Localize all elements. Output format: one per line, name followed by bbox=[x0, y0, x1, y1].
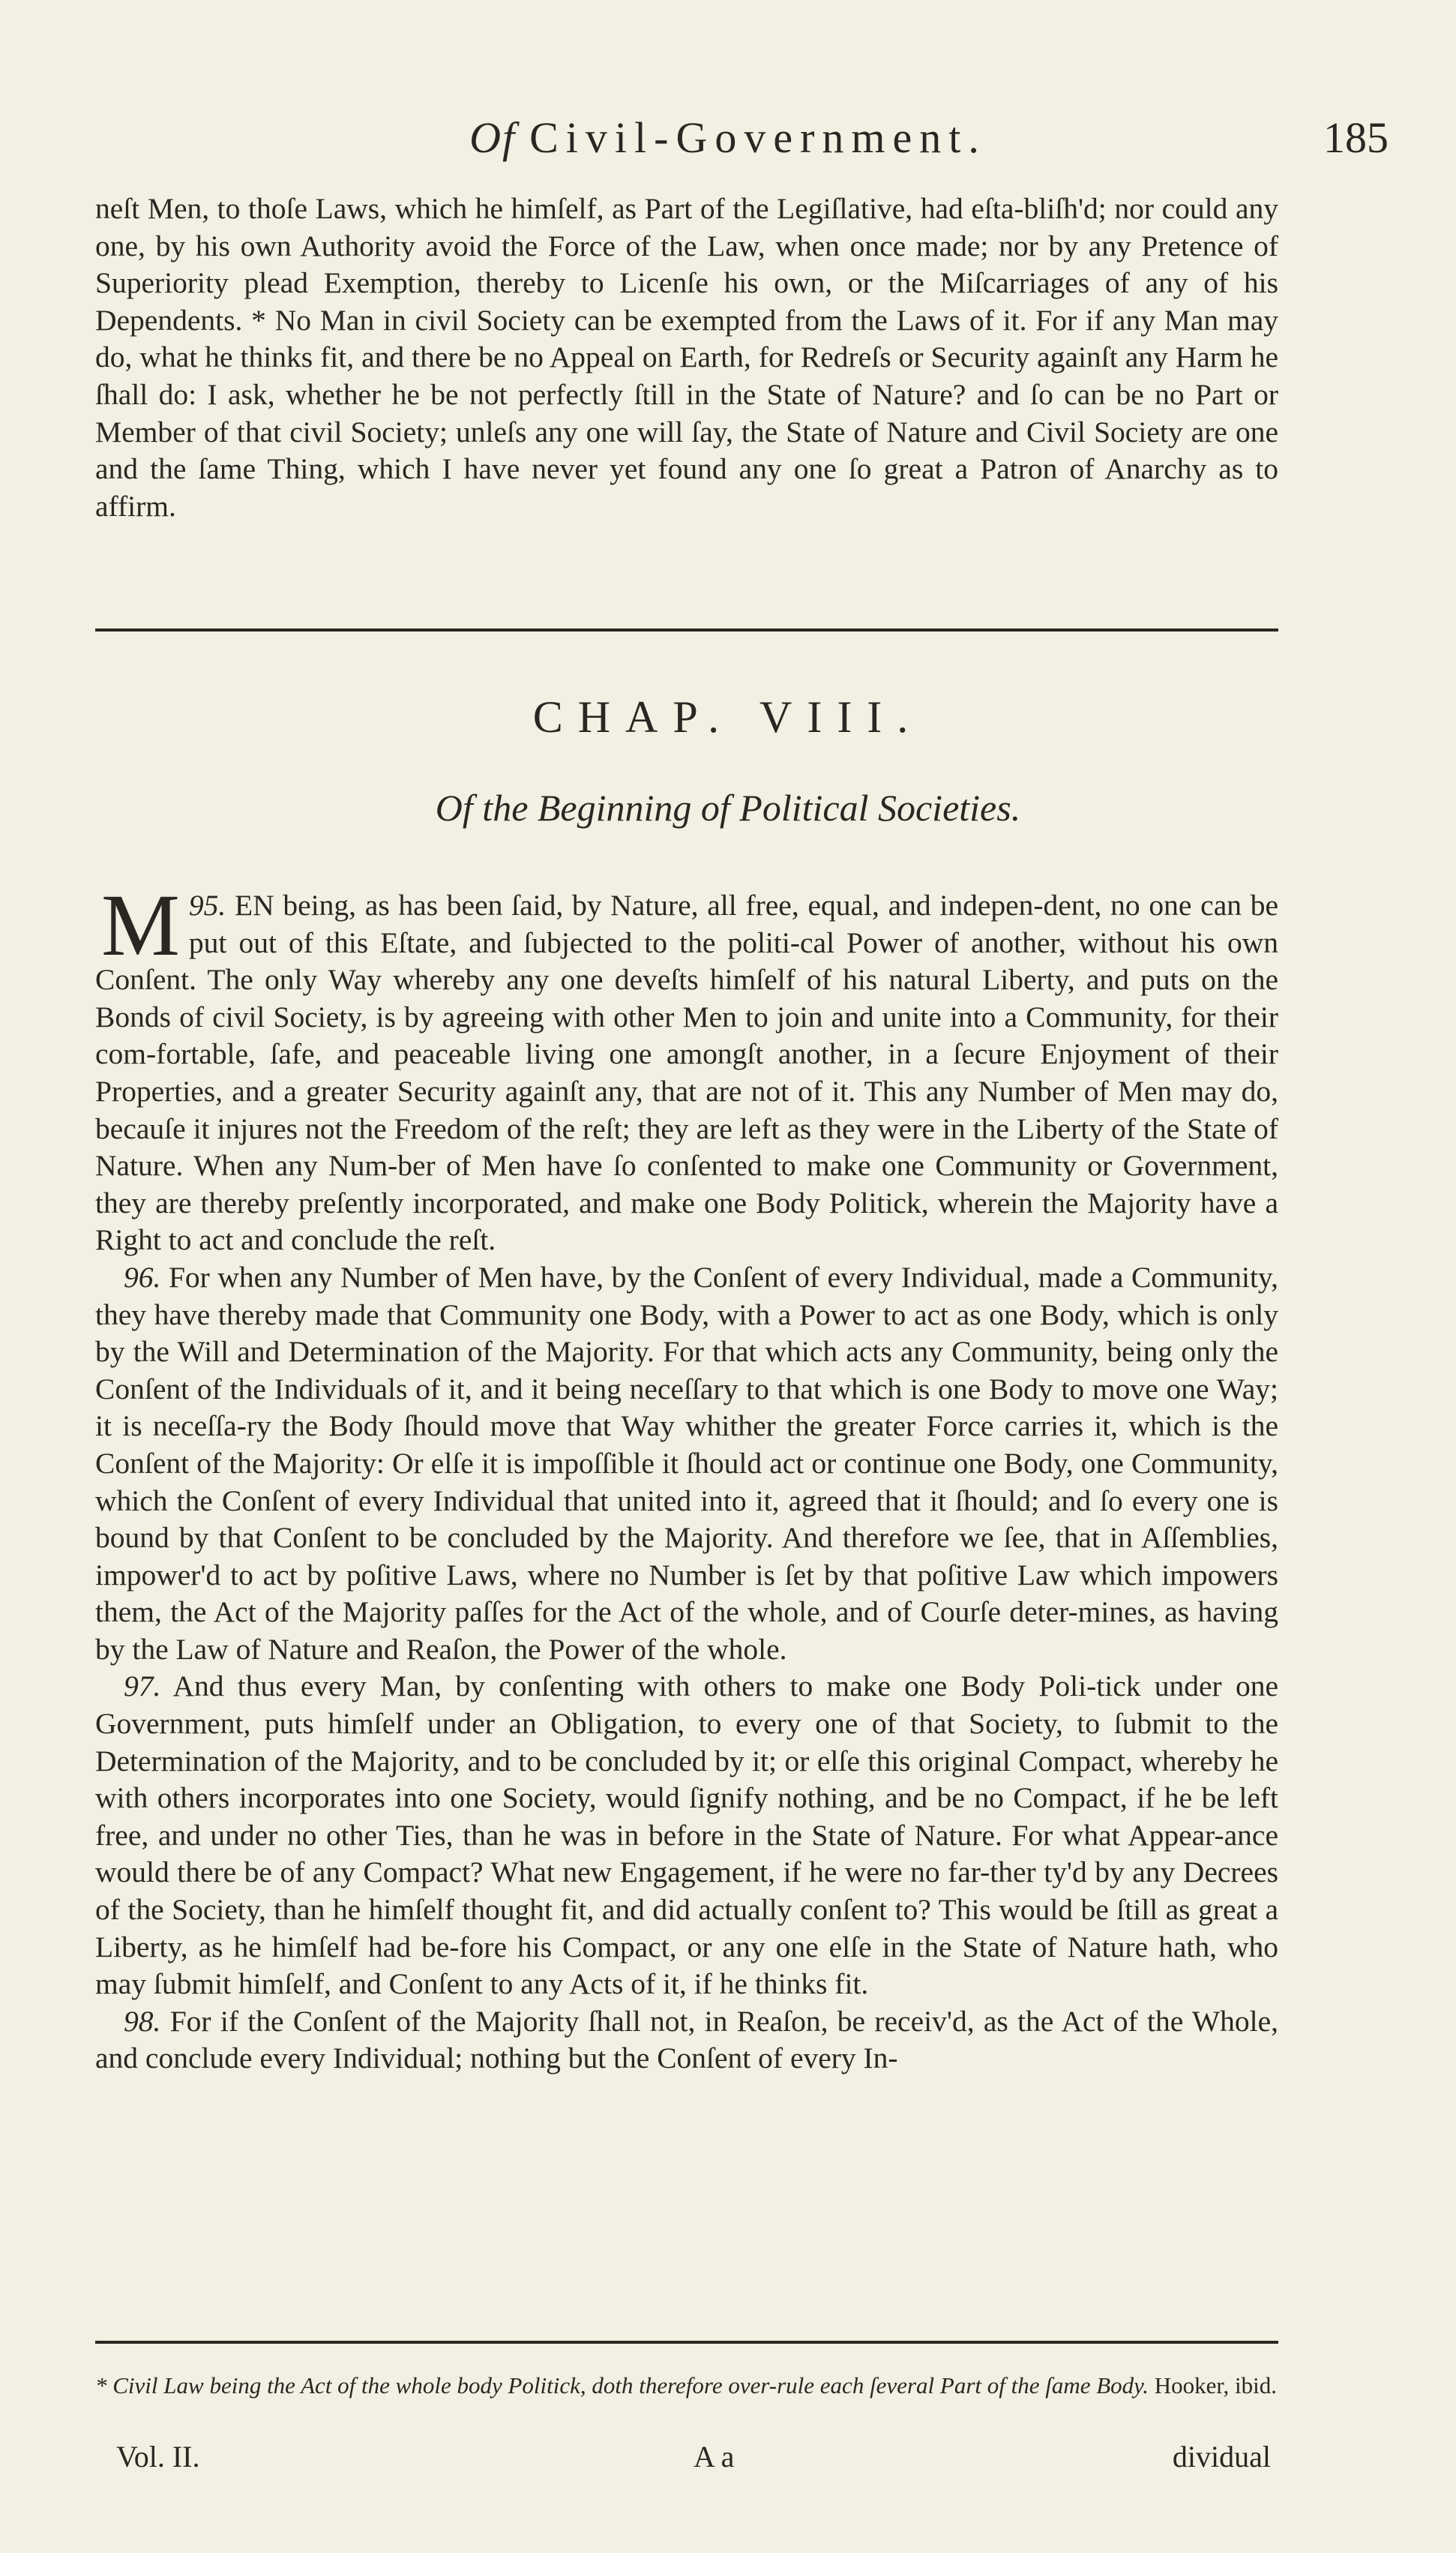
paragraph-number: 98. bbox=[124, 2004, 161, 2038]
paragraph-text: For when any Number of Men have, by the Conſent of every Individual, made a Community, they have thereby made that Community one Body, with a Power to act as one Body, which is only by the Will and Determination of the Majority. For that which acts any Community, being only the Conſent of the Individuals of it, and it being neceſſary to that which is one Body to move one Way; it is neceſſa-ry the Body ſhould move that Way whither the greater Force carries it, which is the Conſent of the Majority: Or elſe it is impoſſible it ſhould act or continue one Body, one Community, which the Conſent of every Individual that united into it, agreed that it ſhould; and ſo every one is bound by that Conſent to be concluded by the Majority. And therefore we ſee, that in Aſſemblies, impower'd to act by poſitive Laws, where no Number is ſet by that poſitive Law which impowers them, the Act of the Majority paſſes for the Act of the whole, and of Courſe deter-mines, as having by the Law of Nature and Reaſon, the Power of the whole. bbox=[95, 1260, 1278, 1666]
paragraph-number: 95. bbox=[188, 889, 226, 922]
running-head-of: Of bbox=[469, 113, 517, 162]
paragraph-number: 96. bbox=[124, 1260, 161, 1294]
chapter-subtitle: Of the Beginning of Political Societies. bbox=[435, 787, 1021, 829]
running-head-title: Civil-Government. bbox=[529, 113, 987, 162]
page-number: 185 bbox=[1323, 113, 1389, 162]
footnote bbox=[95, 2370, 1278, 2402]
continued-paragraph-text: neſt Men, to thoſe Laws, which he himſelf, as Part of the Legiſlative, had eſta-bliſh'd; nor could any one, by his own Authority avoid the Force of the Law, when once made; nor by any Pretence of Superiority plead Exemption, thereby to Licenſe his own, or the Miſcarriages of any of his Dependents. * No Man in civil Society can be exempted from the Laws of it. For if any Man may do, what he thinks fit, and there be no Appeal on Earth, for Redreſs or Security againſt any Harm he ſhall do: I ask, whether he be not perfectly ſtill in the State of Nature? and ſo can be no Part or Member of that civil Society; unleſs any one will ſay, the State of Nature and Civil Society are one and the ſame Thing, which I have never yet found any one ſo great a Patron of Anarchy as to affirm. bbox=[95, 192, 1278, 523]
paragraph-text: EN being, as has been ſaid, by Nature, all free, equal, and indepen-dent, no one can be put out of this Eſtate, and ſubjected to the politi-cal Power of another, without his own Conſent. The only Way whereby any one deveſts himſelf of his natural Liberty, and puts on the Bonds of civil Society, is by agreeing with other Men to join and unite into a Community, for their com-fortable, ſafe, and peaceable living one amongſt another, in a ſecure Enjoyment of their Properties, and a greater Security againſt any, that are not of it. This any Number of Men may do, becauſe it injures not the Freedom of the reſt; they are left as they were in the Liberty of the State of Nature. When any Num-ber of Men have ſo conſented to make one Community or Government, they are thereby preſently incorporated, and make one Body Politick, wherein the Majority have a Right to act and conclude the reſt. bbox=[95, 889, 1278, 1257]
paragraph-95 bbox=[95, 876, 1278, 1259]
paragraph-97 bbox=[95, 1668, 1278, 2002]
paragraph-98 bbox=[95, 2003, 1278, 2078]
footnote-rule bbox=[95, 2341, 1278, 2344]
footnote-text: * Civil Law being the Act of the whole body Politick, doth therefore over-rule each ſeveral Part of the ſame Body. bbox=[95, 2372, 1149, 2398]
running-head bbox=[0, 112, 1456, 163]
section-rule bbox=[95, 628, 1278, 632]
catchword: dividual bbox=[1172, 2440, 1271, 2474]
signature-mark: A a bbox=[694, 2440, 735, 2474]
chapter-title: CHAP. VIII. bbox=[532, 692, 924, 742]
paragraph-number: 97. bbox=[124, 1670, 161, 1703]
footnote-source: Hooker, ibid. bbox=[1154, 2372, 1277, 2398]
paragraph-text: For if the Conſent of the Majority ſhall not, in Reaſon, be receiv'd, as the Act of the Whole, and conclude every Individual; nothing but the Conſent of every In- bbox=[95, 2004, 1279, 2075]
drop-cap: M bbox=[101, 876, 180, 974]
paragraph-text: And thus every Man, by conſenting with others to make one Body Poli-tick under one Government, puts himſelf under an Obligation, to every one of that Society, to ſubmit to the Determination of the Majority, and to be concluded by it; or elſe this original Compact, whereby he with others incorporates into one Society, would ſignify nothing, and be no Compact, if he be left free, and under no other Ties, than he was in before in the State of Nature. For what Appear-ance would there be of any Compact? What new Engagement, if he were no far-ther ty'd by any Decrees of the Society, than he himſelf thought fit, and did actually conſent to? This would be ſtill as great a Liberty, as he himſelf had be-fore his Compact, or any one elſe in the State of Nature hath, who may ſubmit himſelf, and Conſent to any Acts of it, if he thinks fit. bbox=[95, 1670, 1278, 2001]
chapter-body bbox=[95, 876, 1279, 2078]
volume-label: Vol. II. bbox=[116, 2440, 200, 2474]
continued-paragraph bbox=[95, 190, 1278, 525]
paragraph-96 bbox=[95, 1259, 1278, 1669]
